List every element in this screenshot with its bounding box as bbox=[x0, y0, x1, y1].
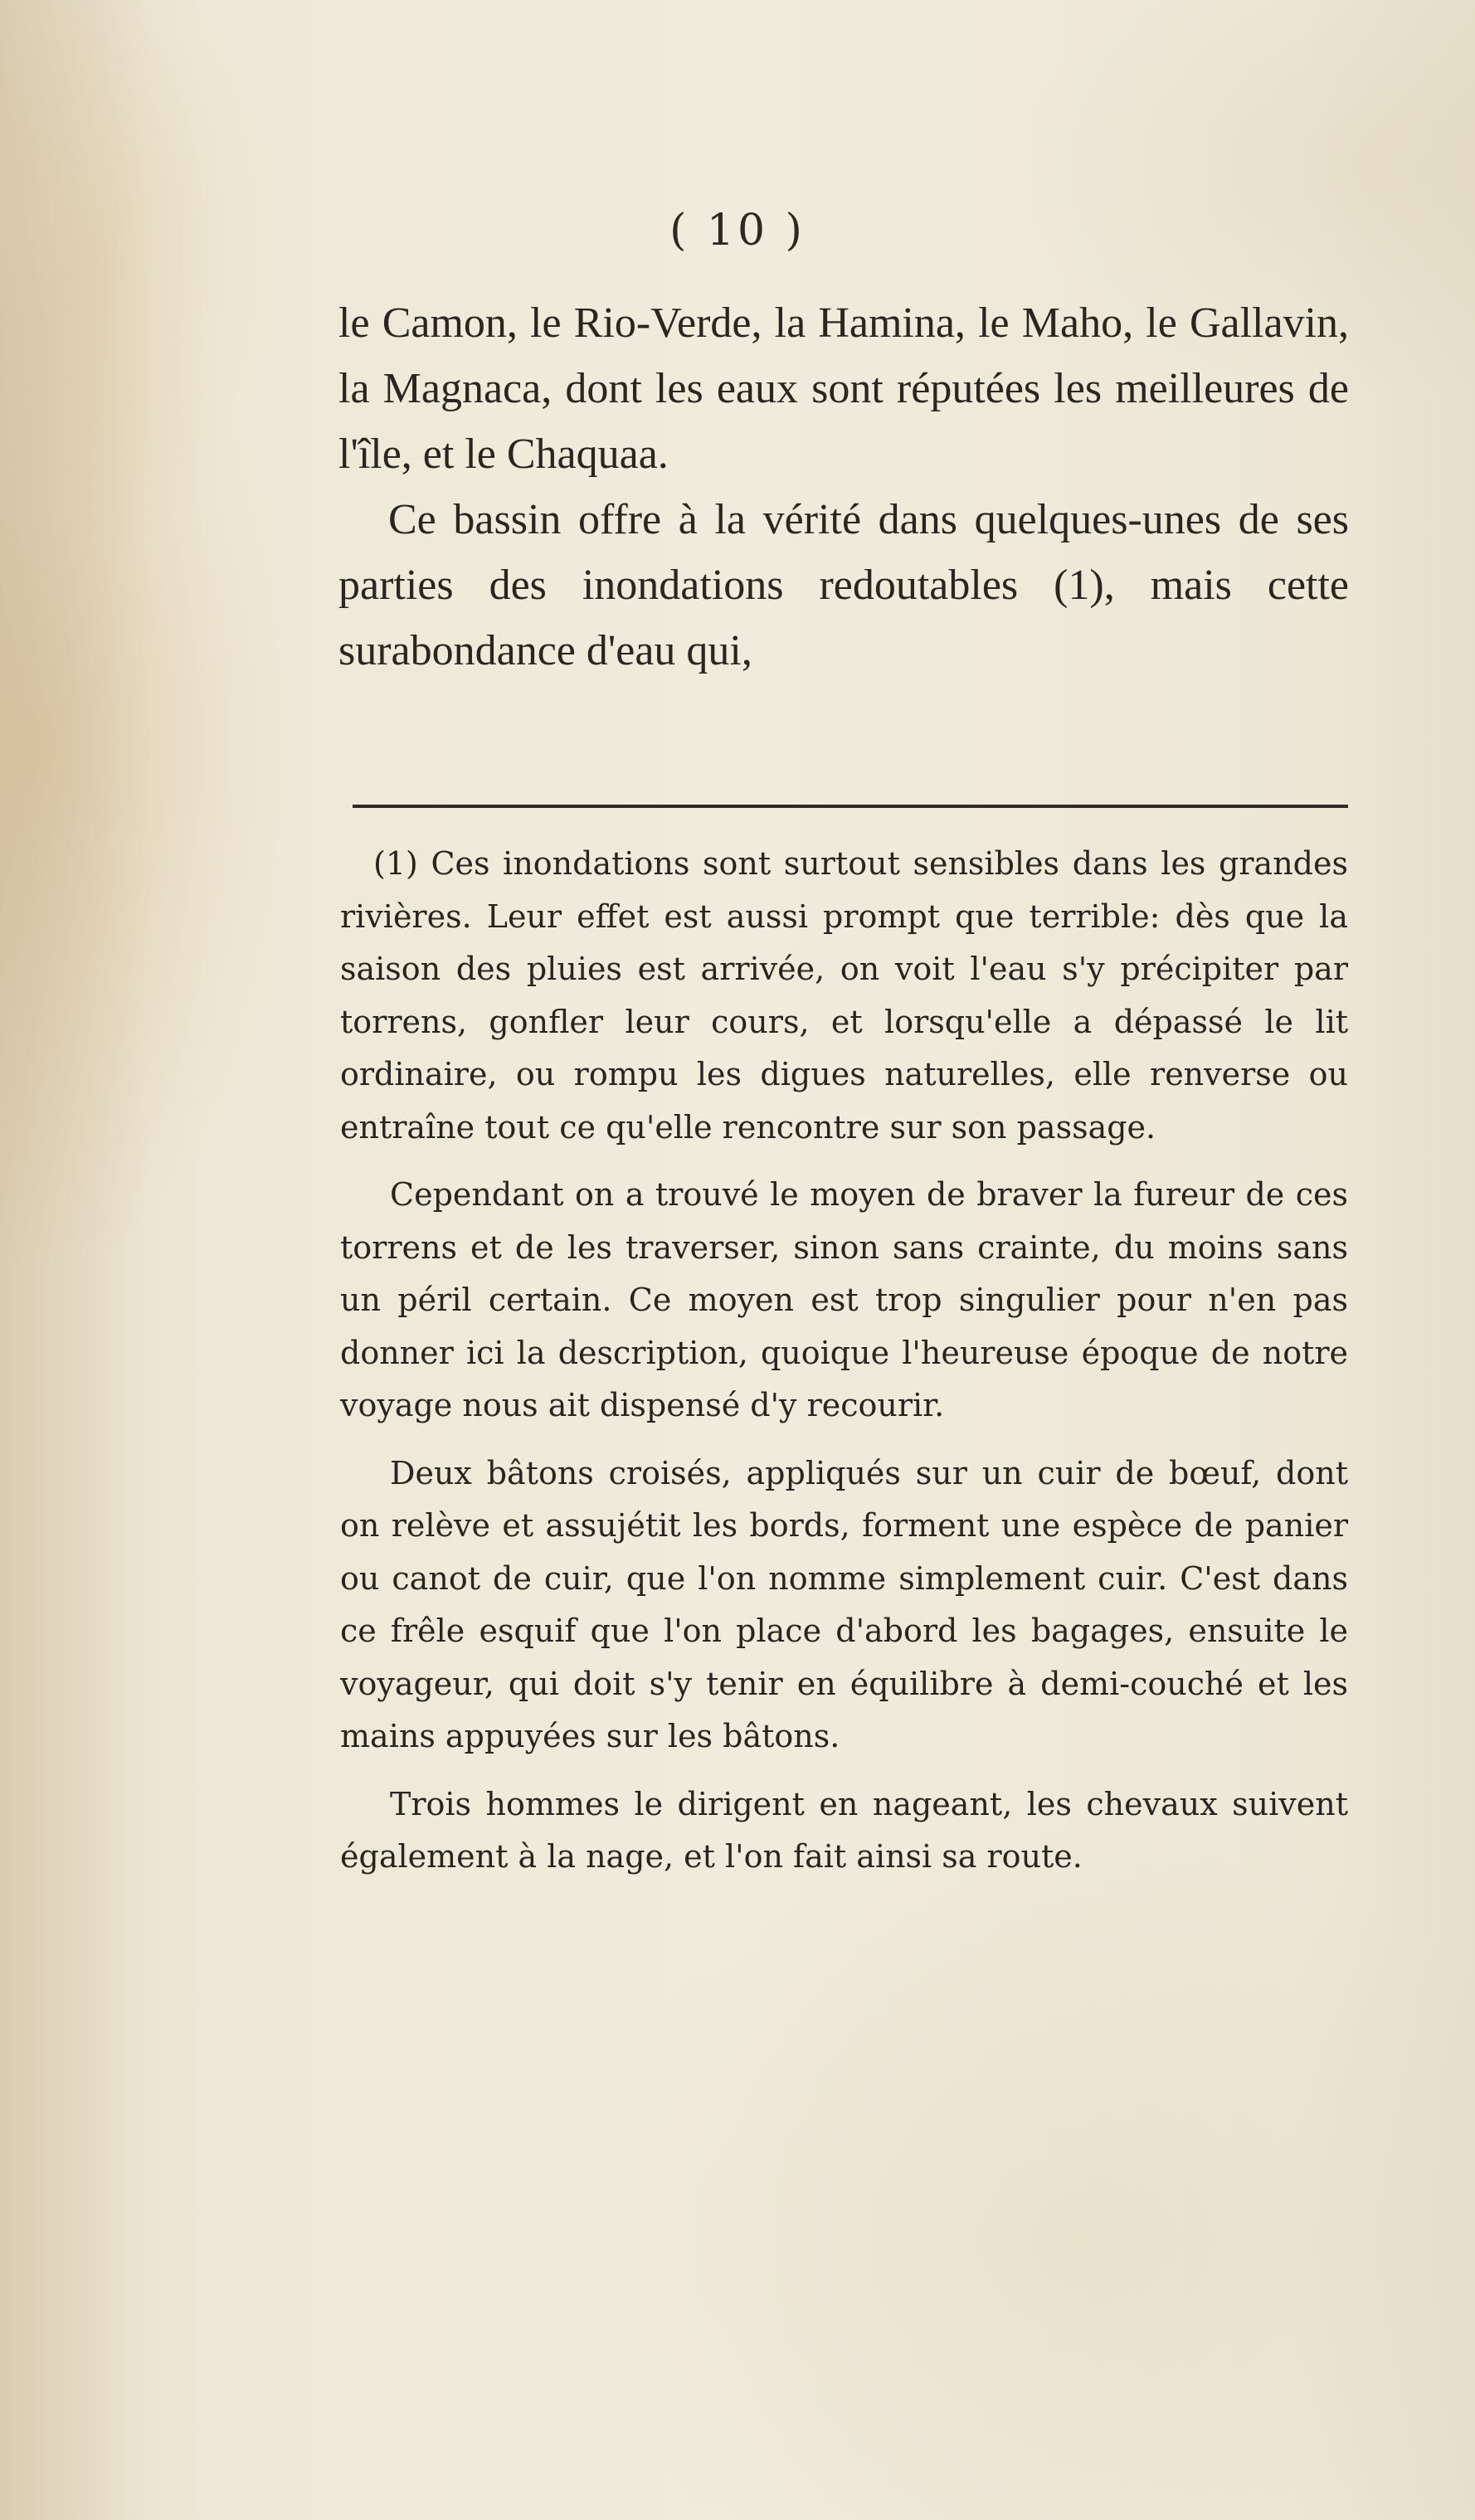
main-paragraph-1: le Camon, le Rio-Verde, la Hamina, le Maho, le Gallavin, la Magnaca, dont les eaux sont réputées les meilleures de l'île, et le Chaquaa. bbox=[338, 299, 1349, 478]
footnotes bbox=[340, 838, 1348, 1884]
footnote-rule bbox=[353, 805, 1348, 808]
main-paragraph-2: Ce bassin offre à la vérité dans quelques-unes de ses parties des inondations redoutables (1), mais cette surabondance d'eau qui, bbox=[338, 496, 1349, 674]
paper-stain bbox=[0, 0, 149, 2520]
page-number: ( 10 ) bbox=[669, 206, 806, 255]
footnote-paragraph-2: Cependant on a trouvé le moyen de braver la fureur de ces torrens et de les traverser, sinon sans crainte, du moins sans un péril certain. Ce moyen est trop singulier pour n'en pas donner ici la description, quoique l'heureuse époque de notre voyage nous ait dispensé d'y recourir. bbox=[340, 1176, 1348, 1423]
footnote-paragraph-4: Trois hommes le dirigent en nageant, les chevaux suivent également à la nage, et l'on fait ainsi sa route. bbox=[340, 1785, 1348, 1875]
footnote-paragraph-3: Deux bâtons croisés, appliqués sur un cuir de bœuf, dont on relève et assujétit les bords, forment une espèce de panier ou canot de cuir, que l'on nomme simplement cuir. C'est dans ce frêle esquif que l'on place d'abord les bagages, ensuite le voyageur, qui doit s'y tenir en équilibre à demi-couché et les mains appuyées sur les bâtons. bbox=[340, 1454, 1348, 1754]
footnote-1: (1) Ces inondations sont surtout sensibles dans les grandes rivières. Leur effet est aussi prompt que terrible: dès que la saison des pluies est arrivée, on voit l'eau s'y précipiter par torrens, gonfler leur cours, et lorsqu'elle a dépassé le lit ordinaire, ou rompu les digues naturelles, elle renverse ou entraîne tout ce qu'elle rencontre sur son passage. bbox=[340, 845, 1348, 1146]
main-text bbox=[338, 290, 1349, 684]
